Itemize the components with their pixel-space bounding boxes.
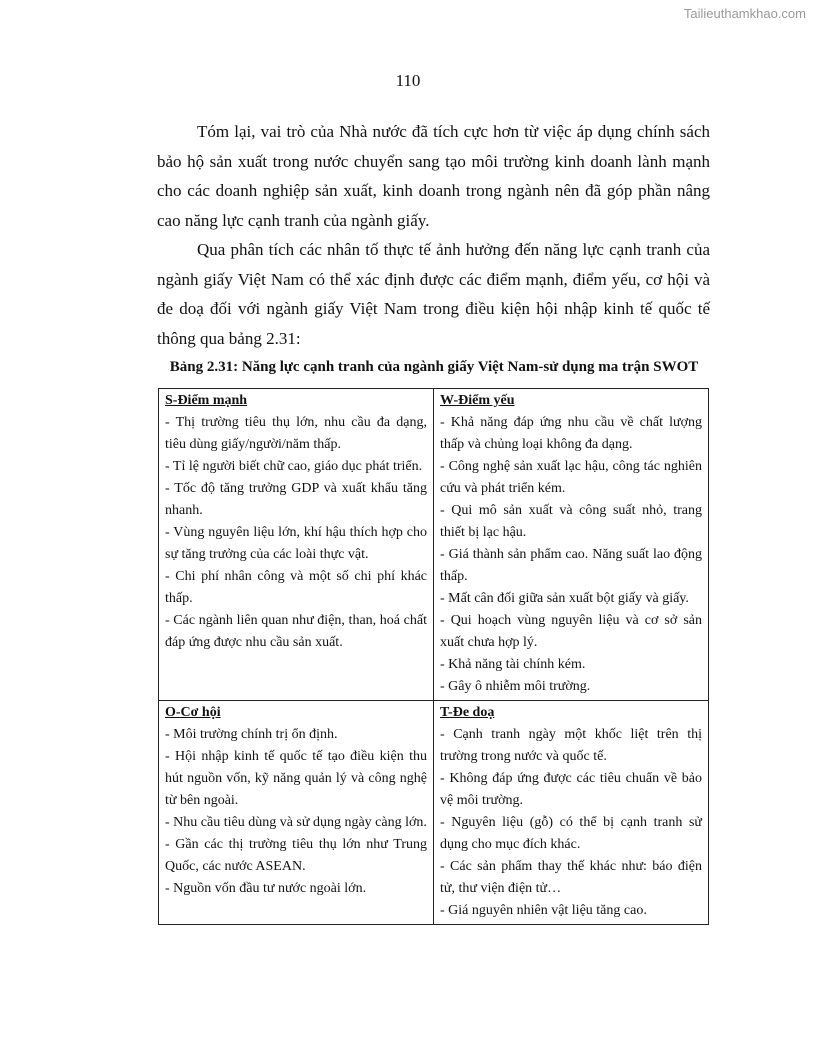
list-item: - Cạnh tranh ngày một khốc liệt trên thị trường trong nước và quốc tế. [440,727,702,764]
swot-table [158,388,709,925]
table-row [159,701,709,925]
page-number: 110 [395,71,421,90]
list-item: - Giá thành sản phẩm cao. Năng suất lao động thấp. [440,547,702,584]
paragraph: Qua phân tích các nhân tố thực tế ảnh hưởng đến năng lực cạnh tranh của ngành giấy Việt Nam có thể xác định được các điểm mạnh, điểm yếu, cơ hội và đe doạ đối với ngành giấy Việt Nam trong điều kiện hội nhập kinh tế quốc tế thông qua bảng 2.31: [157,240,710,348]
body-text [157,117,710,353]
list-item: - Nguyên liệu (gỗ) có thể bị cạnh tranh sử dụng cho mục đích khác. [440,815,702,852]
list-item: - Môi trường chính trị ổn định. [165,727,338,742]
list-item: - Gần các thị trường tiêu thụ lớn như Trung Quốc, các nước ASEAN. [165,837,427,874]
table-caption: Bảng 2.31: Năng lực cạnh tranh của ngành giấy Việt Nam-sử dụng ma trận SWOT [169,359,699,375]
list-item: - Qui hoạch vùng nguyên liệu và cơ sở sản xuất chưa hợp lý. [440,613,702,650]
list-item: - Tỉ lệ người biết chữ cao, giáo dục phát triển. [165,459,423,474]
list-item: - Khả năng đáp ứng nhu cầu về chất lượng thấp và chủng loại không đa dạng. [440,415,702,452]
list-item: - Chi phí nhân công và một số chi phí khác thấp. [165,569,427,606]
opportunities-title: O-Cơ hội [165,705,221,720]
list-item: - Các ngành liên quan như điện, than, hoá chất đáp ứng được nhu cầu sản xuất. [165,613,427,650]
weaknesses-title: W-Điểm yếu [440,393,515,408]
list-item: - Không đáp ứng được các tiêu chuẩn về bảo vệ môi trường. [440,771,702,808]
list-item: - Các sản phẩm thay thế khác như: báo điện tử, thư viện điện tử… [440,859,702,896]
list-item: - Vùng nguyên liệu lớn, khí hậu thích hợp cho sự tăng trưởng của các loài thực vật. [165,525,427,562]
watermark: Tailieuthamkhao.com [683,6,806,21]
list-item: - Công nghệ sản xuất lạc hậu, công tác nghiên cứu và phát triển kém. [440,459,702,496]
list-item: - Nhu cầu tiêu dùng và sử dụng ngày càng lớn. [165,815,427,830]
list-item: - Khả năng tài chính kém. [440,657,586,672]
list-item: - Giá nguyên nhiên vật liệu tăng cao. [440,903,647,918]
list-item: - Qui mô sản xuất và công suất nhỏ, trang thiết bị lạc hậu. [440,503,702,540]
list-item: - Mất cân đối giữa sản xuất bột giấy và giấy. [440,591,689,606]
list-item: - Hội nhập kinh tế quốc tế tạo điều kiện thu hút nguồn vốn, kỹ năng quản lý và công nghệ từ bên ngoài. [165,749,427,808]
list-item: - Tốc độ tăng trưởng GDP và xuất khẩu tăng nhanh. [165,481,427,518]
paragraph: Tóm lại, vai trò của Nhà nước đã tích cực hơn từ việc áp dụng chính sách bảo hộ sản xuất trong nước chuyển sang tạo môi trường kinh doanh lành mạnh cho các doanh nghiệp sản xuất, kinh doanh trong ngành nên đã góp phần nâng cao năng lực cạnh tranh của ngành giấy. [157,122,710,230]
list-item: - Thị trường tiêu thụ lớn, nhu cầu đa dạng, tiêu dùng giấy/người/năm thấp. [165,415,427,452]
weaknesses-cell [434,389,709,701]
strengths-cell [159,389,434,701]
list-item: - Gây ô nhiễm môi trường. [440,679,591,694]
threats-cell [434,701,709,925]
strengths-title: S-Điểm mạnh [165,393,248,408]
list-item: - Nguồn vốn đầu tư nước ngoài lớn. [165,881,367,896]
opportunities-cell [159,701,434,925]
table-row [159,389,709,701]
threats-title: T-Đe doạ [440,705,495,720]
